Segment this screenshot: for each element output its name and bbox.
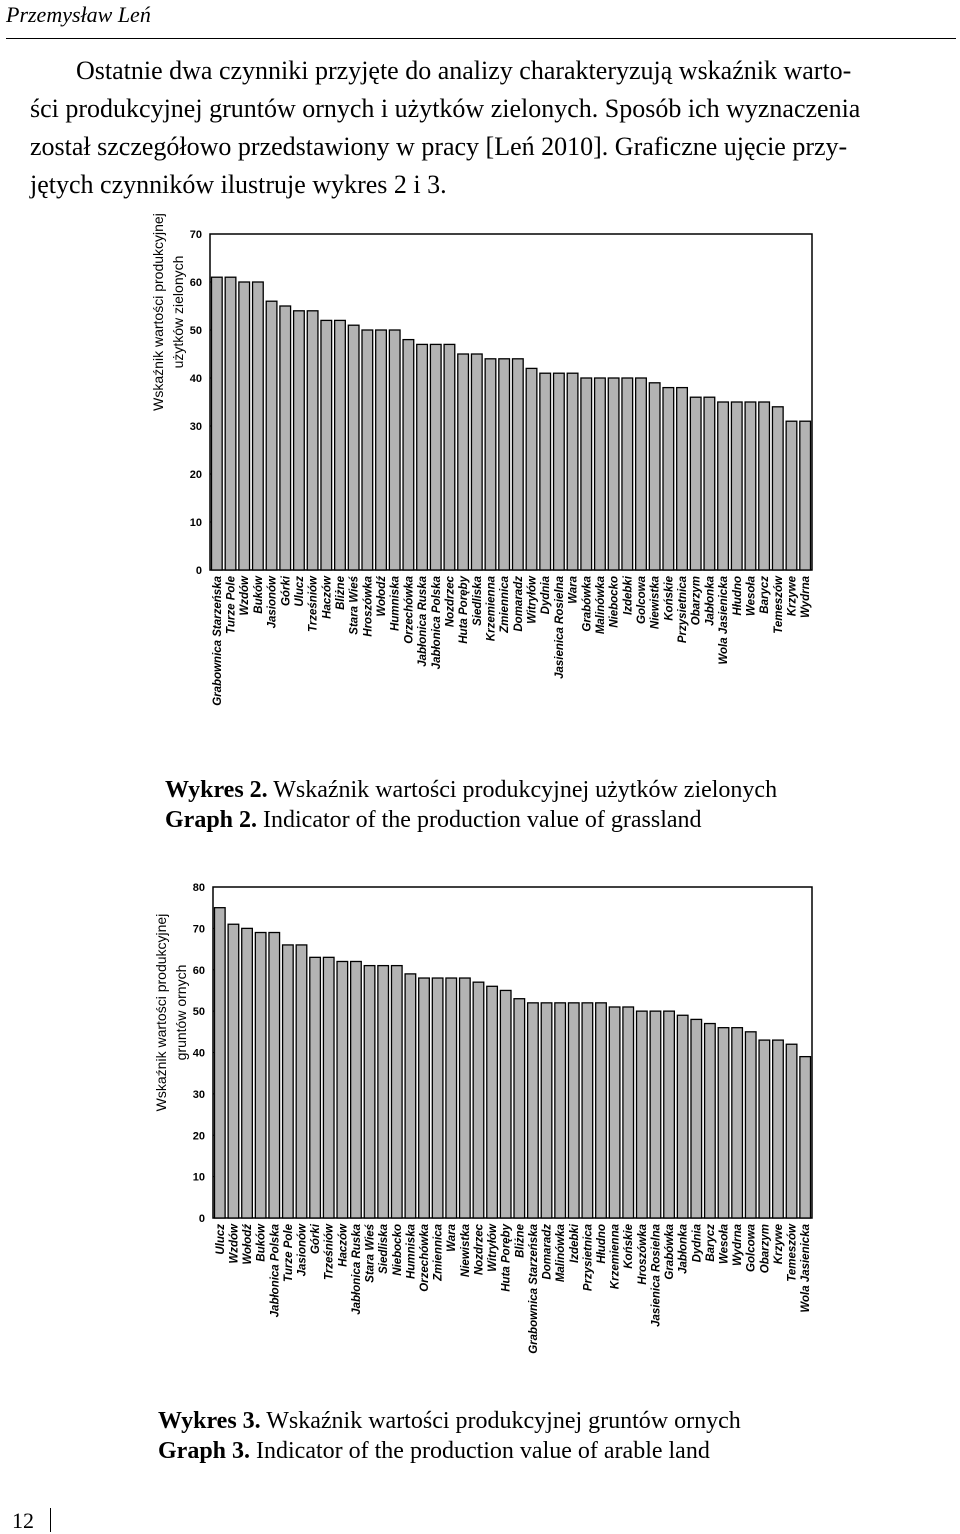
category-label: Golcowa: [635, 576, 648, 624]
bar: [500, 990, 511, 1218]
bar: [772, 407, 783, 570]
bar: [266, 301, 277, 570]
paragraph-line: został szczegółowo przedstawiony w pracy [Leń 2010]. Graficzne ujęcie przy-: [30, 132, 848, 161]
bar: [705, 1024, 716, 1218]
category-label: Humniska: [405, 1224, 418, 1279]
category-label: Temeszów: [772, 576, 785, 634]
bar: [636, 378, 647, 570]
graph2-label-pl: Wykres 2.: [165, 777, 268, 803]
y-axis-title-line: Wskaźnik wartości produkcyjnej: [150, 213, 166, 411]
y-tick-label: 50: [192, 1006, 205, 1019]
bar: [362, 330, 373, 570]
category-label: Stara Wieś: [348, 576, 361, 635]
category-label: Jasienica Rosielna: [553, 576, 566, 679]
bar: [376, 330, 387, 570]
category-label: Siedliska: [471, 576, 484, 626]
y-tick-label: 80: [192, 882, 205, 894]
bar: [540, 373, 551, 570]
category-label: Jasionów: [296, 1224, 309, 1277]
bar: [718, 402, 729, 570]
bar: [582, 1003, 593, 1218]
y-tick-label: 30: [189, 421, 202, 433]
bar: [296, 945, 307, 1218]
bar: [471, 354, 482, 570]
bar: [786, 1044, 797, 1218]
bar: [378, 966, 389, 1218]
category-label: Temeszów: [786, 1224, 799, 1282]
bar: [460, 978, 471, 1218]
category-label: Zmiennica: [499, 576, 512, 633]
category-label: Krzywe: [772, 1224, 785, 1265]
bar: [581, 378, 592, 570]
graph2-text-pl: Wskaźnik wartości produkcyjnej użytków zielonych: [267, 777, 778, 803]
bar: [513, 359, 524, 570]
bar: [228, 924, 239, 1218]
bar: [473, 982, 484, 1218]
category-label: Jabłonka: [704, 576, 717, 626]
category-label: Wydrna: [800, 576, 813, 618]
bar: [417, 344, 428, 570]
category-label: Obarzym: [690, 576, 703, 626]
category-label: Buków: [255, 1224, 268, 1262]
bar: [759, 402, 770, 570]
y-tick-label: 40: [189, 373, 202, 385]
category-label: Bliżne: [514, 1224, 527, 1258]
category-label: Witryłów: [487, 1224, 500, 1272]
bar: [348, 325, 359, 570]
page-number: 12: [12, 1508, 34, 1533]
category-label: Końskie: [623, 1224, 636, 1269]
category-label: Grabownica Starzeńska: [527, 1224, 540, 1354]
category-label: Wara: [567, 576, 580, 604]
category-label: Jasionów: [266, 576, 279, 629]
category-label: Wesoła: [718, 1224, 731, 1265]
category-label: Końskie: [663, 576, 676, 621]
bar: [255, 933, 266, 1218]
category-label: Dydnia: [540, 576, 553, 615]
category-label: Hłudno: [595, 1224, 608, 1264]
graph3-label-pl: Wykres 3.: [158, 1408, 261, 1434]
bar: [786, 421, 797, 570]
category-label: Grabówka: [664, 1224, 677, 1280]
category-label: Malinówka: [555, 1224, 568, 1283]
graph2-text-en: Indicator of the production value of grassland: [257, 807, 702, 833]
category-label: Wzdów: [239, 576, 252, 616]
category-label: Barycz: [759, 576, 772, 614]
category-label: Barycz: [704, 1224, 717, 1262]
category-label: Izdebki: [568, 1224, 581, 1263]
bar: [759, 1040, 770, 1218]
y-tick-label: 0: [195, 565, 202, 577]
category-label: Jabłonica Polska: [269, 1224, 282, 1318]
category-label: Izdebki: [622, 576, 635, 615]
bar: [528, 1003, 539, 1218]
category-label: Niewistka: [459, 1224, 472, 1278]
category-label: Dydnia: [691, 1224, 704, 1263]
category-label: Hroszówka: [362, 576, 375, 637]
bar: [389, 330, 400, 570]
category-label: Jasienica Rosielna: [650, 1224, 663, 1327]
category-label: Haczów: [321, 576, 334, 619]
bar: [704, 397, 715, 570]
running-header: [6, 0, 956, 39]
category-label: Siedliska: [378, 1224, 391, 1274]
category-label: Grabownica Starzeńska: [211, 576, 224, 706]
category-label: Jabłonica Ruska: [417, 576, 430, 667]
bar: [664, 1011, 675, 1218]
bar: [718, 1028, 729, 1218]
category-label: Wola Jasienicka: [718, 576, 731, 665]
bar: [323, 957, 334, 1218]
y-tick-label: 0: [198, 1213, 205, 1225]
category-label: Górki: [280, 576, 293, 607]
bar: [335, 320, 346, 570]
category-label: Ulucz: [214, 1224, 227, 1255]
category-label: Wara: [446, 1224, 459, 1252]
category-label: Domaradz: [512, 576, 525, 632]
category-label: Bliżne: [334, 576, 347, 610]
category-label: Malinówka: [594, 576, 607, 635]
graph2-caption-en: [165, 805, 777, 835]
category-label: Turze Pole: [225, 576, 238, 634]
graph2-label-en: Graph 2.: [165, 807, 258, 833]
bar: [280, 306, 291, 570]
category-label: Przysietnica: [582, 1224, 595, 1292]
bar: [541, 1003, 552, 1218]
graph3-text-en: Indicator of the production value of arable land: [250, 1438, 710, 1464]
bar: [487, 986, 498, 1218]
category-label: Wołodź: [242, 1224, 255, 1265]
bar: [609, 1007, 620, 1218]
category-label: Obarzym: [759, 1224, 772, 1274]
category-label: Orzechówka: [403, 576, 416, 644]
category-label: Przysietnica: [677, 576, 690, 644]
category-label: Krzemienna: [485, 576, 498, 642]
category-label: Krzemienna: [609, 1224, 622, 1290]
bar: [514, 999, 525, 1218]
bar: [269, 933, 280, 1218]
category-label: Grabówka: [581, 576, 594, 632]
category-label: Haczów: [337, 1224, 350, 1267]
category-label: Nozdrzec: [473, 1224, 486, 1276]
category-label: Niebocko: [391, 1224, 404, 1276]
paragraph-line: jętych czynników ilustruje wykres 2 i 3.: [30, 170, 447, 199]
y-tick-label: 20: [192, 1130, 205, 1143]
y-tick-label: 70: [192, 923, 205, 936]
body-paragraph: [30, 52, 950, 204]
category-label: Hroszówka: [636, 1224, 649, 1285]
y-tick-label: 10: [192, 1171, 205, 1184]
bar: [637, 1011, 648, 1218]
bar: [212, 277, 223, 570]
grassland-indicator-chart: [0, 213, 960, 742]
category-label: Turze Pole: [282, 1224, 295, 1282]
y-tick-label: 70: [189, 229, 202, 241]
bar: [526, 368, 537, 570]
bar: [663, 388, 674, 570]
category-label: Niebocko: [608, 576, 621, 628]
bar: [595, 378, 606, 570]
bar: [567, 373, 578, 570]
bar: [405, 974, 416, 1218]
y-tick-label: 40: [192, 1047, 205, 1060]
category-label: Huta Poręby: [500, 1224, 513, 1292]
category-label: Hłudno: [731, 576, 744, 616]
category-label: Huta Poręby: [458, 576, 471, 644]
category-label: Wola Jasienicka: [800, 1224, 813, 1313]
category-label: Niewistka: [649, 576, 662, 630]
bar: [800, 421, 811, 570]
author-name: Przemysław Leń: [6, 2, 151, 27]
bar: [253, 282, 264, 570]
y-axis-title-line: użytków zielonych: [170, 255, 186, 369]
y-tick-label: 60: [189, 277, 202, 289]
category-label: Humniska: [389, 576, 402, 631]
paragraph-line: Ostatnie dwa czynniki przyjęte do analizy charakteryzują wskaźnik warto-: [76, 56, 852, 85]
bar: [690, 397, 701, 570]
bar: [555, 1003, 566, 1218]
category-label: Wzdów: [228, 1224, 241, 1264]
graph2-caption-pl: [165, 775, 777, 805]
bar: [391, 966, 402, 1218]
category-label: Krzywe: [786, 576, 799, 617]
bar: [596, 1003, 607, 1218]
bar: [294, 311, 305, 570]
bar: [568, 1003, 579, 1218]
category-label: Golcowa: [745, 1224, 758, 1272]
y-tick-label: 20: [189, 469, 202, 481]
bar: [446, 978, 457, 1218]
bar: [225, 277, 236, 570]
bar: [419, 978, 430, 1218]
bar: [691, 1019, 702, 1218]
y-tick-label: 10: [189, 517, 202, 529]
category-label: Jabłonica Polska: [430, 576, 443, 670]
bar: [499, 359, 510, 570]
y-tick-label: 30: [192, 1088, 205, 1101]
bar: [321, 320, 332, 570]
bar: [485, 359, 496, 570]
graph3-text-pl: Wskaźnik wartości produkcyjnej gruntów ornych: [260, 1408, 741, 1434]
y-axis-title-line: Wskaźnik wartości produkcyjnej: [153, 913, 169, 1112]
bar: [622, 378, 633, 570]
bar: [239, 282, 250, 570]
page-number-box: [0, 1508, 51, 1532]
graph3-caption-en: [158, 1436, 741, 1466]
category-label: Stara Wieś: [364, 1224, 377, 1283]
bar: [283, 945, 294, 1218]
bar: [745, 1032, 756, 1218]
bar: [242, 928, 253, 1218]
bar: [310, 957, 321, 1218]
graph2-caption: [165, 775, 777, 835]
category-label: Orzechówka: [419, 1224, 432, 1292]
category-label: Jabłonka: [677, 1224, 690, 1274]
bar: [649, 383, 660, 570]
category-label: Buków: [252, 576, 265, 614]
y-tick-label: 50: [189, 325, 202, 337]
bar: [731, 402, 742, 570]
category-label: Zmiennica: [432, 1224, 445, 1281]
arable-land-indicator-chart: [0, 875, 960, 1405]
paragraph-line: ści produkcyjnej gruntów ornych i użytków zielonych. Sposób ich wyznaczenia: [30, 94, 861, 123]
bar: [650, 1011, 661, 1218]
category-label: Wydrna: [732, 1224, 745, 1266]
bar: [307, 311, 318, 570]
bar: [364, 966, 375, 1218]
bar: [677, 1015, 688, 1218]
category-label: Witryłów: [526, 576, 539, 624]
graph3-caption-pl: [158, 1406, 741, 1436]
category-label: Trześniów: [323, 1224, 336, 1281]
category-label: Jabłonica Ruska: [350, 1224, 363, 1315]
bar: [732, 1028, 743, 1218]
bar: [800, 1057, 811, 1218]
bar: [351, 961, 362, 1218]
bar: [403, 340, 414, 570]
graph3-caption: [158, 1406, 741, 1466]
y-axis-title-line: gruntów ornych: [173, 964, 189, 1061]
category-label: Wesoła: [745, 576, 758, 617]
category-label: Domaradz: [541, 1224, 554, 1280]
category-label: Nozdrzec: [444, 576, 457, 628]
bar: [554, 373, 565, 570]
graph3-label-en: Graph 3.: [158, 1438, 251, 1464]
bar: [745, 402, 756, 570]
bar: [677, 388, 688, 570]
bar: [608, 378, 619, 570]
y-tick-label: 60: [192, 964, 205, 977]
bar: [623, 1007, 634, 1218]
bar: [432, 978, 443, 1218]
bar: [458, 354, 469, 570]
category-label: Ulucz: [293, 576, 306, 607]
bar: [430, 344, 441, 570]
category-label: Trześniów: [307, 576, 320, 633]
bar: [773, 1040, 784, 1218]
category-label: Górki: [310, 1224, 323, 1255]
bar: [215, 908, 226, 1218]
bar: [337, 961, 348, 1218]
bar: [444, 344, 455, 570]
category-label: Wołodź: [376, 576, 389, 617]
